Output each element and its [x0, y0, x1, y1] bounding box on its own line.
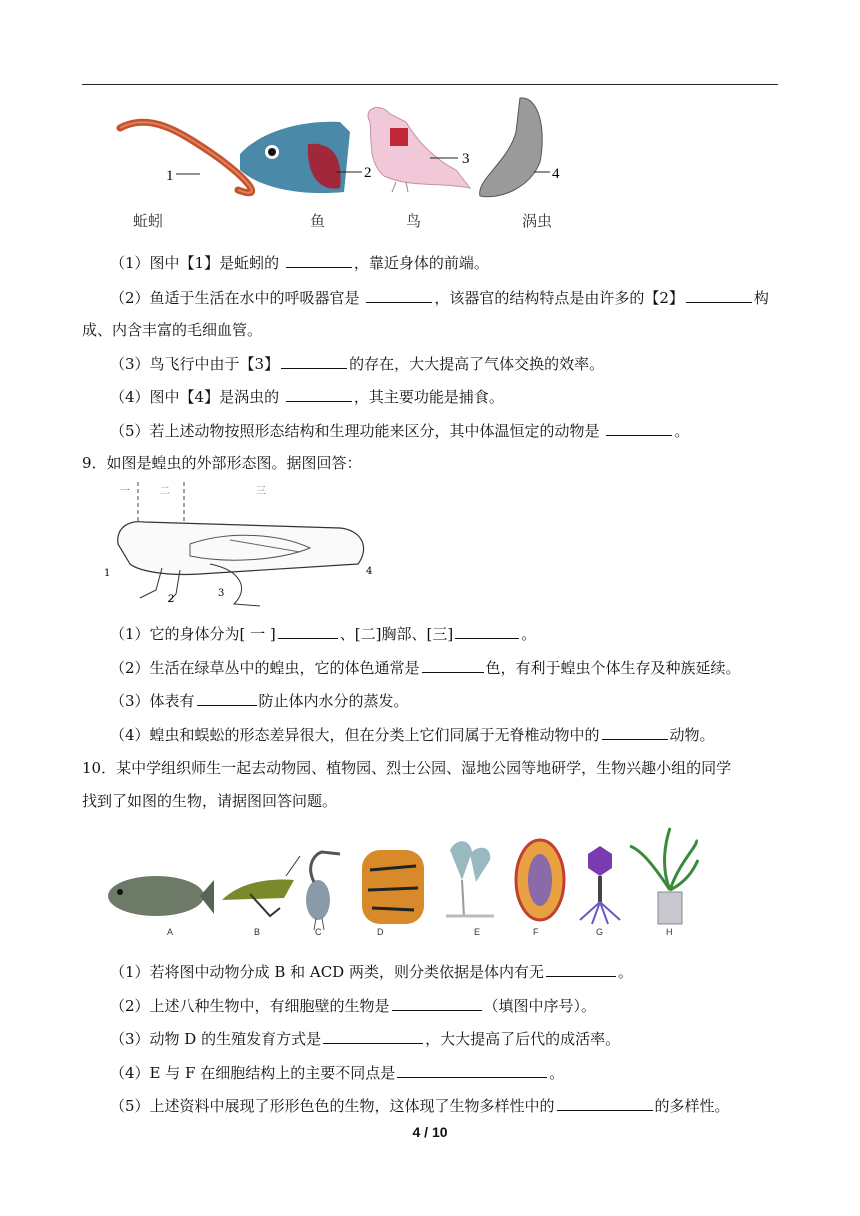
answer-blank[interactable]	[392, 995, 482, 1011]
answer-blank[interactable]	[281, 353, 347, 369]
q8-item-1: （1）图中【1】是蚯蚓的 ，靠近身体的前端。	[110, 254, 489, 272]
answer-blank[interactable]	[278, 623, 338, 639]
fig1-label-4: 4	[552, 166, 560, 182]
q8-item-3: （3）鸟飞行中由于【3】 的存在，大大提高了气体交换的效率。	[110, 355, 605, 373]
fig1-label-3: 3	[462, 151, 470, 167]
organisms-figure	[100, 820, 700, 942]
page-number: 4 / 10	[412, 1124, 448, 1140]
fig-label-er: 二	[160, 486, 170, 497]
fig-label-4: 4	[366, 566, 373, 577]
answer-blank[interactable]	[197, 690, 257, 706]
label-e: E	[474, 927, 481, 937]
label-g: G	[596, 927, 604, 937]
label-d: D	[377, 927, 384, 937]
answer-blank[interactable]	[397, 1062, 547, 1078]
plant-drawing	[630, 828, 698, 924]
planarian-drawing	[480, 98, 550, 197]
fig1-label-1: 1	[166, 168, 174, 184]
answer-blank[interactable]	[286, 252, 352, 268]
fig-label-yi: 一	[120, 486, 130, 497]
fig-label-san: 三	[256, 486, 266, 497]
q8-item-4: （4）图中【4】是涡虫的 ，其主要功能是捕食。	[110, 388, 504, 406]
grasshopper-body	[118, 522, 364, 575]
caption-fish: 鱼	[310, 212, 326, 230]
earthworm-drawing	[120, 122, 252, 193]
q10-item-1: （1）若将图中动物分成 B 和 ACD 两类，则分类依据是体内有无 。	[110, 963, 633, 981]
fish-head-drawing	[240, 122, 350, 193]
q10-title-line-2: 找到了如图的生物，请据图回答问题。	[82, 792, 338, 810]
answer-blank[interactable]	[602, 724, 668, 740]
q9-item-3: （3）体表有 防止体内水分的蒸发。	[110, 692, 409, 710]
q8-item-2-cont: 成、内含丰富的毛细血管。	[82, 321, 263, 339]
answer-blank[interactable]	[286, 386, 352, 402]
q9-item-2: （2）生活在绿草丛中的蝗虫，它的体色通常是 色，有利于蝗虫个体生存及种族延续。	[110, 659, 741, 677]
virus-drawing	[580, 846, 620, 924]
caption-planarian: 涡虫	[522, 212, 553, 230]
fig-label-2: 2	[168, 594, 175, 605]
label-c: C	[315, 927, 322, 937]
heron-drawing	[306, 852, 340, 930]
grasshopper-figure	[100, 478, 380, 610]
bacterium-drawing	[516, 840, 564, 920]
grasshopper-drawing	[222, 856, 300, 916]
q10-item-4: （4）E 与 F 在细胞结构上的主要不同点是 。	[110, 1064, 565, 1082]
label-f: F	[533, 927, 539, 937]
q10-item-2: （2）上述八种生物中，有细胞壁的生物是 （填图中序号）。	[110, 997, 597, 1015]
q9-title: 9．如图是蝗虫的外部形态图。据图回答：	[82, 454, 362, 472]
q10-title-line-1: 10．某中学组织师生一起去动物园、植物园、烈士公园、湿地公园等地研学，生物兴趣小组的同学	[82, 759, 732, 777]
answer-blank[interactable]	[557, 1095, 653, 1111]
tiger-drawing	[362, 850, 424, 924]
label-b: B	[254, 927, 261, 937]
answer-blank[interactable]	[686, 287, 752, 303]
header-rule	[82, 84, 778, 85]
fig-label-1: 1	[104, 568, 111, 579]
fig-label-3: 3	[218, 588, 225, 599]
q8-item-5: （5）若上述动物按照形态结构和生理功能来区分，其中体温恒定的动物是 。	[110, 422, 690, 440]
caption-earthworm: 蚯蚓	[133, 212, 164, 230]
answer-blank[interactable]	[606, 420, 672, 436]
q9-item-4: （4）蝗虫和蜈蚣的形态差异很大，但在分类上它们同属于无脊椎动物中的 动物。	[110, 726, 715, 744]
q9-item-1: （1）它的身体分为[ 一 ] 、[二]胸部、[三] 。	[110, 625, 537, 643]
fish-drawing	[108, 876, 214, 916]
label-a: A	[167, 927, 174, 937]
bird-drawing	[368, 108, 470, 192]
answer-blank[interactable]	[366, 287, 432, 303]
q10-item-3: （3）动物 D 的生殖发育方式是 ，大大提高了后代的成活率。	[110, 1030, 621, 1048]
animals-figure	[100, 92, 580, 232]
caption-bird: 鸟	[406, 212, 422, 230]
answer-blank[interactable]	[323, 1028, 423, 1044]
fungus-drawing	[446, 841, 494, 916]
q8-item-2: （2）鱼适于生活在水中的呼吸器官是 ，该器官的结构特点是由许多的【2】 构	[110, 289, 769, 307]
label-h: H	[666, 927, 673, 937]
answer-blank[interactable]	[546, 961, 616, 977]
answer-blank[interactable]	[455, 623, 519, 639]
answer-blank[interactable]	[422, 657, 484, 673]
fig1-label-2: 2	[364, 165, 372, 181]
q10-item-5: （5）上述资料中展现了形形色色的生物，这体现了生物多样性中的 的多样性。	[110, 1097, 730, 1115]
